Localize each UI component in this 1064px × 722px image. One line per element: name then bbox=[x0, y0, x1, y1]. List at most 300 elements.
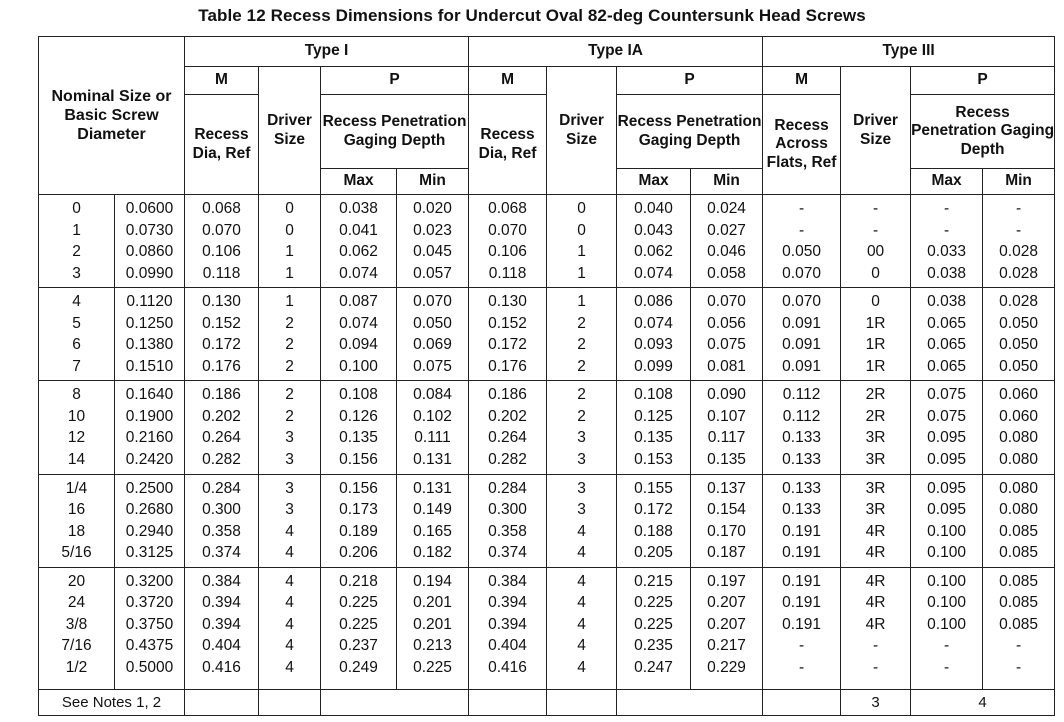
cell-value: 0.074 bbox=[634, 314, 673, 332]
cell-value: 1/4 bbox=[65, 479, 88, 497]
type1-p-header: P bbox=[321, 67, 469, 95]
cell-value: 0.095 bbox=[927, 450, 966, 468]
cell-value: 0 bbox=[577, 221, 586, 239]
cell-t3-min bbox=[983, 195, 1055, 288]
cell-value: 0.156 bbox=[339, 479, 378, 497]
cell-value: 0.095 bbox=[927, 501, 966, 519]
cell-value: 0.284 bbox=[488, 479, 527, 497]
cell-value: 0.106 bbox=[488, 243, 527, 260]
cell-value: 0.3720 bbox=[125, 594, 174, 612]
cell-value: 0.068 bbox=[202, 200, 241, 217]
cell-t3-m bbox=[763, 381, 841, 474]
cell-value: 0.091 bbox=[782, 357, 821, 375]
cell-value: 2 bbox=[577, 407, 586, 425]
cell-value: 0.404 bbox=[488, 637, 527, 655]
cell-value: 0.207 bbox=[707, 615, 746, 633]
cell-value: 2 bbox=[285, 336, 294, 354]
cell-dia bbox=[115, 288, 185, 381]
cell-value: 0.187 bbox=[707, 544, 746, 562]
cell-value: - bbox=[943, 200, 950, 217]
cell-t3-drv bbox=[841, 474, 911, 567]
cell-value: 4R bbox=[865, 572, 886, 590]
cell-value: 0.374 bbox=[202, 544, 241, 562]
cell-value: 5/16 bbox=[61, 544, 92, 562]
type3-min-header: Min bbox=[983, 169, 1055, 195]
cell-value: 0.050 bbox=[782, 243, 821, 260]
cell-value: 24 bbox=[67, 594, 86, 612]
cell-value: 0.2160 bbox=[125, 429, 174, 447]
cell-t1a-max bbox=[617, 474, 691, 567]
cell-t3-max bbox=[911, 195, 983, 288]
cell-value: 3 bbox=[285, 479, 294, 497]
cell-t1-m bbox=[185, 195, 259, 288]
cell-value: 0.060 bbox=[999, 407, 1038, 425]
cell-value: 0.112 bbox=[782, 407, 821, 425]
type1a-recess-dia-header: Recess Dia, Ref bbox=[469, 95, 547, 195]
cell-dia bbox=[115, 567, 185, 689]
cell-value: - bbox=[1015, 637, 1022, 655]
cell-value: 0.125 bbox=[634, 407, 673, 425]
cell-value: 0.080 bbox=[999, 501, 1038, 519]
cell-value: 0.2680 bbox=[125, 501, 174, 519]
cell-value: 0.404 bbox=[202, 637, 241, 655]
cell-value: 0.028 bbox=[999, 243, 1038, 260]
cell-t1a-max bbox=[617, 288, 691, 381]
cell-value: 0.045 bbox=[413, 243, 452, 260]
cell-value: 0.4375 bbox=[125, 637, 174, 655]
cell-value: 0.069 bbox=[413, 336, 452, 354]
cell-value: 0.070 bbox=[782, 264, 821, 282]
cell-value: 0.020 bbox=[413, 200, 452, 217]
cell-value: 2 bbox=[577, 386, 586, 404]
row-group bbox=[39, 567, 1055, 689]
cell-value: 0.1900 bbox=[125, 407, 174, 425]
cell-value: 3R bbox=[865, 479, 886, 497]
cell-value: 0.093 bbox=[634, 336, 673, 354]
cell-value: - bbox=[1015, 658, 1022, 676]
cell-value: 0.186 bbox=[202, 386, 241, 404]
cell-dia bbox=[115, 195, 185, 288]
type1a-header: Type IA bbox=[469, 37, 763, 67]
cell-value: 0.028 bbox=[999, 293, 1038, 311]
cell-t1a-min bbox=[691, 195, 763, 288]
cell-value: 0.284 bbox=[202, 479, 241, 497]
cell-value: 0.173 bbox=[339, 501, 378, 519]
cell-t3-m bbox=[763, 567, 841, 689]
cell-value: 4 bbox=[72, 293, 81, 311]
cell-value: 0.170 bbox=[707, 522, 746, 540]
cell-value: 1 bbox=[72, 221, 81, 239]
cell-dia bbox=[115, 381, 185, 474]
cell-value: 0.202 bbox=[202, 407, 241, 425]
type3-across-flats-header: Recess Across Flats, Ref bbox=[763, 95, 841, 195]
notes-cell bbox=[259, 690, 321, 716]
cell-value: 3 bbox=[577, 429, 586, 447]
cell-value: 0.038 bbox=[927, 293, 966, 311]
cell-value: 3 bbox=[285, 450, 294, 468]
cell-value: 0.206 bbox=[339, 544, 378, 562]
cell-value: 0.135 bbox=[707, 450, 746, 468]
cell-value: 4R bbox=[865, 615, 886, 633]
cell-value: 3/8 bbox=[65, 615, 88, 633]
type3-max-header: Max bbox=[911, 169, 983, 195]
table-title: Table 12 Recess Dimensions for Undercut Oval 82-deg Countersunk Head Screws bbox=[198, 6, 866, 25]
table-row bbox=[39, 195, 1055, 288]
cell-t1-min bbox=[397, 567, 469, 689]
type1-max-header: Max bbox=[321, 169, 397, 195]
cell-value: 4 bbox=[285, 594, 294, 612]
cell-value: 0.100 bbox=[927, 544, 966, 562]
cell-value: 4R bbox=[865, 594, 886, 612]
cell-size bbox=[39, 474, 115, 567]
type1a-m-header: M bbox=[469, 67, 547, 95]
cell-t1-drv bbox=[259, 381, 321, 474]
cell-value: 0.118 bbox=[488, 264, 527, 282]
cell-t3-m bbox=[763, 288, 841, 381]
cell-value: 0.070 bbox=[202, 221, 241, 239]
notes-cell bbox=[469, 690, 547, 716]
cell-value: 0.384 bbox=[202, 572, 241, 590]
cell-value: 3 bbox=[285, 429, 294, 447]
cell-t1a-min bbox=[691, 288, 763, 381]
cell-value: 0.111 bbox=[414, 429, 451, 447]
cell-value: 0.156 bbox=[339, 450, 378, 468]
type3-header: Type III bbox=[763, 37, 1055, 67]
type1-recess-dia-header: Recess Dia, Ref bbox=[185, 95, 259, 195]
cell-value: 0.038 bbox=[339, 200, 378, 217]
cell-value: 4 bbox=[285, 658, 294, 676]
cell-value: 2R bbox=[865, 407, 886, 425]
cell-value: 0.085 bbox=[999, 594, 1038, 612]
cell-value: 0.165 bbox=[413, 522, 452, 540]
cell-value: 0.0730 bbox=[125, 221, 174, 239]
type3-p-header: P bbox=[911, 67, 1055, 95]
cell-t1-drv bbox=[259, 567, 321, 689]
type1-penetration-header: Recess Penetration Gaging Depth bbox=[321, 95, 469, 169]
cell-value: 2 bbox=[285, 314, 294, 332]
cell-value: 0.1640 bbox=[125, 386, 174, 404]
cell-value: 0 bbox=[72, 200, 81, 217]
cell-value: 0.130 bbox=[488, 293, 527, 311]
cell-value: 0.043 bbox=[634, 221, 673, 239]
cell-size bbox=[39, 381, 115, 474]
cell-value: 4 bbox=[285, 637, 294, 655]
cell-value: 0.090 bbox=[707, 386, 746, 404]
cell-value: 0 bbox=[285, 221, 294, 239]
cell-value: 0.028 bbox=[999, 264, 1038, 282]
cell-value: 0.172 bbox=[202, 336, 241, 354]
cell-value: 4 bbox=[577, 658, 586, 676]
cell-value: 0.225 bbox=[634, 594, 673, 612]
cell-value: 0.2940 bbox=[125, 522, 174, 540]
cell-t1a-m bbox=[469, 474, 547, 567]
cell-value: 0.023 bbox=[413, 221, 452, 239]
cell-value: 4 bbox=[285, 544, 294, 562]
row-group bbox=[39, 288, 1055, 381]
cell-value: 0.300 bbox=[488, 501, 527, 519]
cell-value: 0.155 bbox=[634, 479, 673, 497]
cell-t3-max bbox=[911, 288, 983, 381]
cell-value: 0.056 bbox=[707, 314, 746, 332]
cell-size bbox=[39, 195, 115, 288]
cell-value: 0.100 bbox=[339, 357, 378, 375]
cell-value: 0.131 bbox=[413, 450, 452, 468]
cell-value: 2 bbox=[72, 243, 81, 260]
cell-t3-drv bbox=[841, 381, 911, 474]
cell-t3-m bbox=[763, 195, 841, 288]
cell-value: 0.374 bbox=[488, 544, 527, 562]
type1a-penetration-header: Recess Penetration Gaging Depth bbox=[617, 95, 763, 169]
cell-value: 0.060 bbox=[999, 386, 1038, 404]
cell-value: 0.080 bbox=[999, 429, 1038, 447]
cell-t1-min bbox=[397, 474, 469, 567]
cell-value: 4 bbox=[285, 522, 294, 540]
cell-value: 1R bbox=[865, 314, 886, 332]
row-group bbox=[39, 195, 1055, 288]
cell-t3-min bbox=[983, 474, 1055, 567]
cell-value: - bbox=[943, 637, 950, 655]
cell-value: 3 bbox=[577, 501, 586, 519]
cell-t1-drv bbox=[259, 288, 321, 381]
cell-t1a-max bbox=[617, 381, 691, 474]
cell-value: - bbox=[1015, 221, 1022, 239]
cell-t1a-m bbox=[469, 195, 547, 288]
cell-value: 3 bbox=[577, 450, 586, 468]
cell-value: 0.133 bbox=[782, 479, 821, 497]
cell-value: - bbox=[798, 200, 805, 217]
cell-value: 0.041 bbox=[339, 221, 378, 239]
cell-value: 0.394 bbox=[488, 594, 527, 612]
cell-value: 0.117 bbox=[707, 429, 746, 447]
cell-value: 0.085 bbox=[999, 544, 1038, 562]
cell-value: 2 bbox=[577, 336, 586, 354]
cell-value: 0.137 bbox=[707, 479, 746, 497]
cell-value: 0.065 bbox=[927, 314, 966, 332]
cell-value: 0.358 bbox=[202, 522, 241, 540]
cell-value: 0.131 bbox=[413, 479, 452, 497]
cell-value: 4 bbox=[577, 615, 586, 633]
cell-value: 0.062 bbox=[339, 243, 378, 260]
cell-value: 0.084 bbox=[413, 386, 452, 404]
cell-value: 0.100 bbox=[927, 522, 966, 540]
cell-value: 0.058 bbox=[707, 264, 746, 282]
cell-value: 0.197 bbox=[707, 572, 746, 590]
cell-value: 0.2420 bbox=[125, 450, 174, 468]
cell-t1-m bbox=[185, 474, 259, 567]
cell-value: 0.154 bbox=[707, 501, 746, 519]
cell-value: 0 bbox=[871, 293, 880, 311]
cell-value: 0.068 bbox=[488, 200, 527, 217]
cell-value: 0.2500 bbox=[125, 479, 174, 497]
cell-value: 0.191 bbox=[782, 544, 821, 562]
cell-value: 0.264 bbox=[488, 429, 527, 447]
cell-value: 0.050 bbox=[999, 314, 1038, 332]
type3-penetration-header: Recess Penetration Gaging Depth bbox=[911, 95, 1055, 169]
cell-value: 0.085 bbox=[999, 522, 1038, 540]
cell-value: 0.247 bbox=[634, 658, 673, 676]
cell-value: 0.191 bbox=[782, 522, 821, 540]
cell-value: 0.024 bbox=[707, 200, 746, 217]
cell-value: 0.235 bbox=[634, 637, 673, 655]
cell-t3-max bbox=[911, 381, 983, 474]
cell-value: 0.074 bbox=[634, 264, 673, 282]
cell-t3-max bbox=[911, 474, 983, 567]
cell-value: 00 bbox=[866, 243, 885, 260]
cell-value: 0.062 bbox=[634, 243, 673, 260]
cell-value: 0.189 bbox=[339, 522, 378, 540]
cell-t1-min bbox=[397, 195, 469, 288]
cell-value: 12 bbox=[67, 429, 86, 447]
cell-t1a-max bbox=[617, 195, 691, 288]
cell-value: 0.3125 bbox=[125, 544, 174, 562]
cell-t1-m bbox=[185, 381, 259, 474]
cell-t1-max bbox=[321, 195, 397, 288]
cell-value: 0.133 bbox=[782, 450, 821, 468]
cell-value: 0.070 bbox=[707, 293, 746, 311]
cell-value: 0.033 bbox=[927, 243, 966, 260]
cell-value: 0.050 bbox=[999, 336, 1038, 354]
cell-value: 0.086 bbox=[634, 293, 673, 311]
cell-value: 0.188 bbox=[634, 522, 673, 540]
cell-value: 0.207 bbox=[707, 594, 746, 612]
row-group bbox=[39, 381, 1055, 474]
cell-value: 0.416 bbox=[488, 658, 527, 676]
cell-value: 0.133 bbox=[782, 501, 821, 519]
cell-value: 0.217 bbox=[707, 637, 746, 655]
notes-label: See Notes 1, 2 bbox=[39, 690, 185, 716]
cell-value: 0.095 bbox=[927, 429, 966, 447]
cell-value: 0.100 bbox=[927, 594, 966, 612]
cell-t1a-min bbox=[691, 474, 763, 567]
cell-value: 0.194 bbox=[413, 572, 452, 590]
cell-value: 0.282 bbox=[488, 450, 527, 468]
cell-value: 2 bbox=[285, 407, 294, 425]
cell-t1a-min bbox=[691, 567, 763, 689]
type3-driver-header: Driver Size bbox=[841, 67, 911, 195]
cell-value: - bbox=[798, 221, 805, 239]
cell-size bbox=[39, 567, 115, 689]
cell-value: 0.0860 bbox=[125, 243, 174, 260]
table-row bbox=[39, 381, 1055, 474]
cell-value: - bbox=[1015, 200, 1022, 217]
cell-value: 0.1380 bbox=[125, 336, 174, 354]
cell-value: 0.394 bbox=[488, 615, 527, 633]
cell-value: 0.218 bbox=[339, 572, 378, 590]
cell-value: 0.213 bbox=[413, 637, 452, 655]
cell-value: 0.118 bbox=[202, 264, 241, 282]
cell-value: 0.085 bbox=[999, 615, 1038, 633]
cell-value: 1R bbox=[865, 357, 886, 375]
cell-value: - bbox=[872, 658, 879, 676]
cell-t1-min bbox=[397, 381, 469, 474]
cell-t1-max bbox=[321, 288, 397, 381]
cell-value: 0.091 bbox=[782, 314, 821, 332]
cell-value: 0.040 bbox=[634, 200, 673, 217]
cell-value: 0.091 bbox=[782, 336, 821, 354]
cell-value: 16 bbox=[67, 501, 86, 519]
cell-value: 0.201 bbox=[413, 594, 452, 612]
notes-cell bbox=[617, 690, 763, 716]
cell-t1-max bbox=[321, 474, 397, 567]
cell-value: 0.038 bbox=[927, 264, 966, 282]
cell-value: 0.087 bbox=[339, 293, 378, 311]
cell-value: 0.046 bbox=[707, 243, 746, 260]
cell-value: 0.172 bbox=[488, 336, 527, 354]
cell-value: 0.074 bbox=[339, 314, 378, 332]
cell-value: 0.106 bbox=[202, 243, 241, 260]
notes-cell bbox=[547, 690, 617, 716]
cell-value: 0.225 bbox=[413, 658, 452, 676]
cell-value: 0.3200 bbox=[125, 572, 174, 590]
type1a-min-header: Min bbox=[691, 169, 763, 195]
cell-value: 0.135 bbox=[634, 429, 673, 447]
cell-value: 0.394 bbox=[202, 615, 241, 633]
cell-t1-max bbox=[321, 567, 397, 689]
cell-value: 18 bbox=[67, 522, 86, 540]
cell-value: 1/2 bbox=[65, 658, 88, 676]
cell-value: - bbox=[798, 658, 805, 676]
cell-value: 0.074 bbox=[339, 264, 378, 282]
cell-value: 0.152 bbox=[488, 314, 527, 332]
notes-type3-p: 4 bbox=[911, 690, 1055, 716]
cell-value: 1 bbox=[285, 264, 294, 282]
cell-t3-max bbox=[911, 567, 983, 689]
cell-value: 0.057 bbox=[413, 264, 452, 282]
cell-value: 0.225 bbox=[634, 615, 673, 633]
cell-value: 0.225 bbox=[339, 615, 378, 633]
cell-value: 0.065 bbox=[927, 357, 966, 375]
cell-t3-min bbox=[983, 381, 1055, 474]
cell-value: 0 bbox=[577, 200, 586, 217]
cell-t1a-drv bbox=[547, 381, 617, 474]
cell-dia bbox=[115, 474, 185, 567]
cell-value: 0.191 bbox=[782, 615, 821, 633]
cell-t1a-m bbox=[469, 567, 547, 689]
cell-t1-m bbox=[185, 567, 259, 689]
cell-value: 3R bbox=[865, 501, 886, 519]
cell-value: 7/16 bbox=[61, 637, 92, 655]
cell-value: 0.085 bbox=[999, 572, 1038, 590]
cell-value: 1 bbox=[577, 264, 586, 282]
cell-value: 4R bbox=[865, 522, 886, 540]
cell-value: 0.070 bbox=[413, 293, 452, 311]
cell-value: 0.1120 bbox=[126, 293, 173, 311]
cell-value: 0.416 bbox=[202, 658, 241, 676]
cell-value: 0.075 bbox=[927, 386, 966, 404]
type1a-driver-header: Driver Size bbox=[547, 67, 617, 195]
cell-value: 0.095 bbox=[927, 479, 966, 497]
cell-value: 0.394 bbox=[202, 594, 241, 612]
cell-value: 0.172 bbox=[634, 501, 673, 519]
cell-t1a-max bbox=[617, 567, 691, 689]
cell-value: 2 bbox=[577, 357, 586, 375]
cell-value: 4 bbox=[577, 544, 586, 562]
cell-value: 0.237 bbox=[339, 637, 378, 655]
cell-value: 4 bbox=[285, 615, 294, 633]
cell-t3-drv bbox=[841, 195, 911, 288]
cell-value: 0.050 bbox=[413, 314, 452, 332]
cell-value: 0.075 bbox=[413, 357, 452, 375]
cell-value: 5 bbox=[72, 314, 81, 332]
cell-value: 0.149 bbox=[413, 501, 452, 519]
cell-value: 3 bbox=[577, 479, 586, 497]
cell-value: 0.1250 bbox=[125, 314, 174, 332]
cell-t1-drv bbox=[259, 474, 321, 567]
cell-value: 1 bbox=[577, 243, 586, 260]
cell-value: 0.100 bbox=[927, 615, 966, 633]
cell-value: 0.249 bbox=[339, 658, 378, 676]
cell-value: 0.070 bbox=[782, 293, 821, 311]
